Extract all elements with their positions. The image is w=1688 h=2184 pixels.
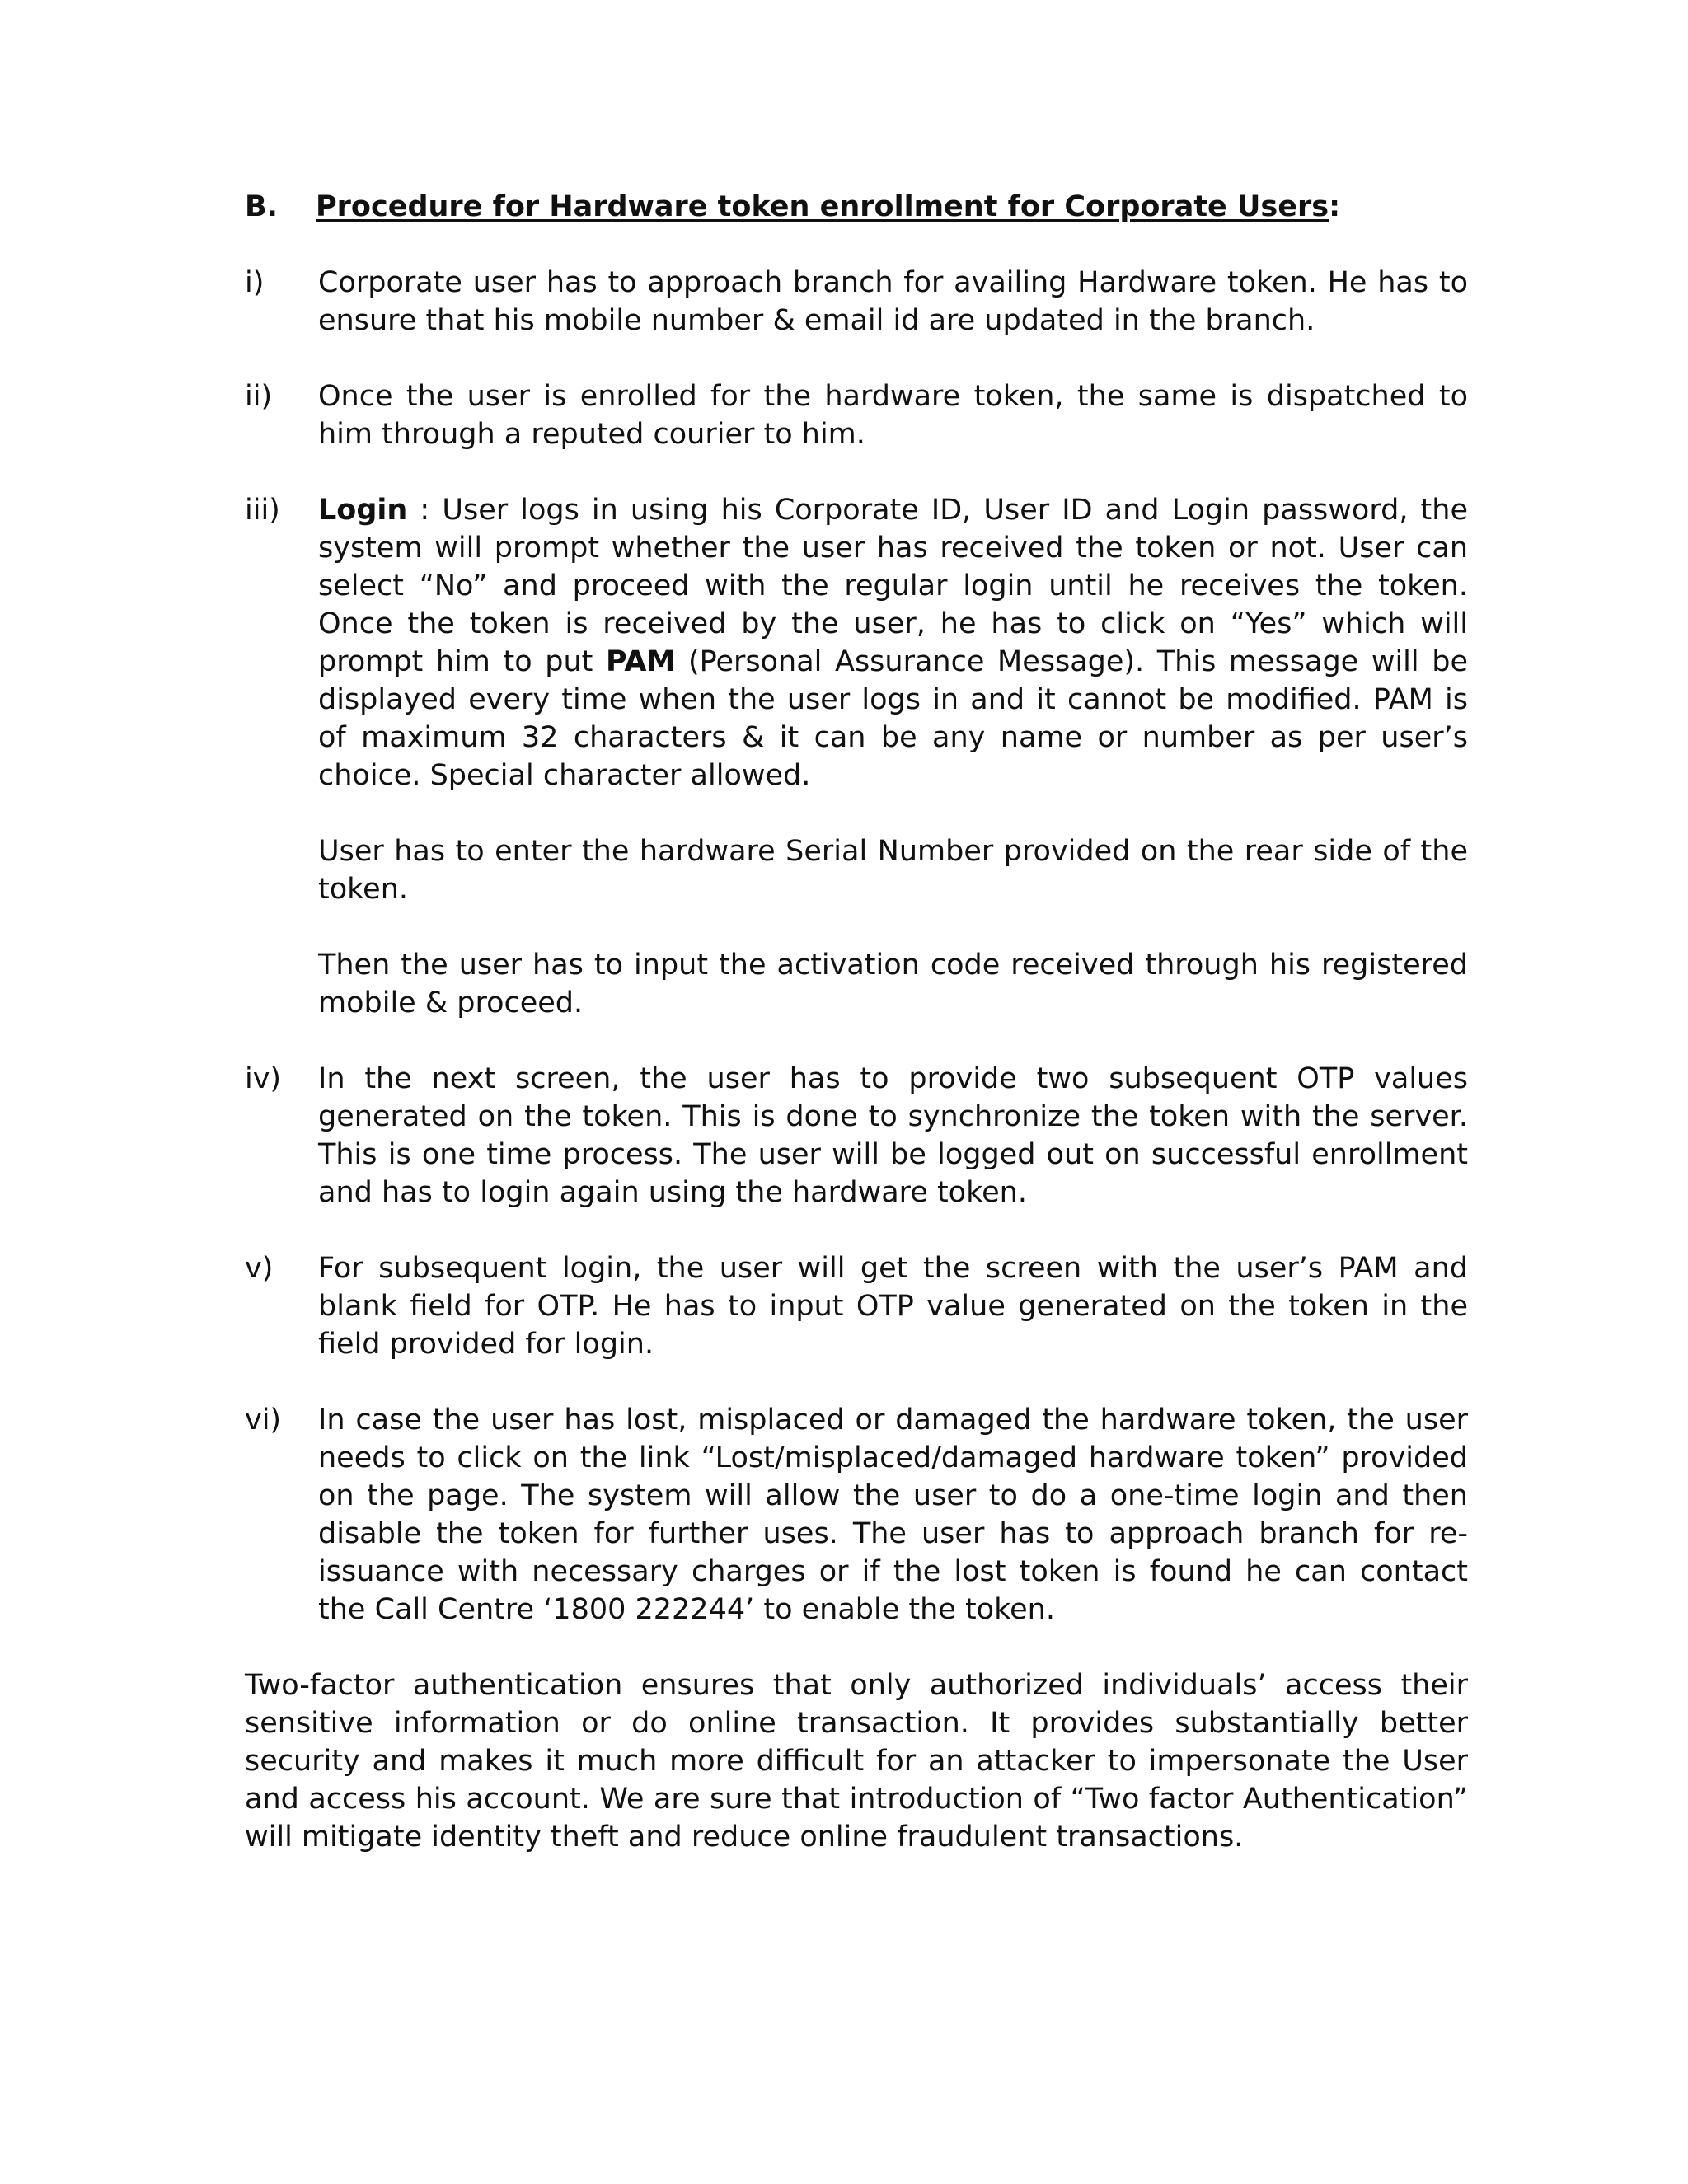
list-item-text: Once the user is enrolled for the hardware token, the same is dispatched to him through a reputed courier to him.	[318, 380, 1468, 451]
list-item-number: v)	[245, 1252, 274, 1285]
list-item-text: In case the user has lost, misplaced or damaged the hardware token, the user needs to click on the link “Lost/misplaced/damaged hardware token” provided on the page. The system will allow the user to do a one-time login and then disable the token for further uses. The user has to approach branch for re-issuance with necessary charges or if the lost token is found he can contact the Call Centre ‘1800 222244’ to enable the token.	[318, 1404, 1468, 1626]
list-item-number: i)	[245, 266, 265, 299]
login-label: Login	[318, 494, 408, 527]
list-item-i	[245, 264, 1468, 340]
list-item-iv	[245, 1060, 1468, 1212]
list-item-iii	[245, 491, 1468, 1022]
pam-label: PAM	[605, 645, 676, 678]
list-item-number: ii)	[245, 380, 273, 413]
list-item-text: For subsequent login, the user will get the screen with the user’s PAM and blank field for OTP. He has to input OTP value generated on the token in the field provided for login.	[318, 1252, 1468, 1361]
section-title: Procedure for Hardware token enrollment for Corporate Users	[316, 190, 1329, 223]
section-heading	[245, 188, 1468, 226]
document-page	[245, 188, 1468, 1856]
closing-paragraph: Two-factor authentication ensures that only authorized individuals’ access their sensitive information or do online transaction. It provides substantially better security and makes it much more difficult for an attacker to impersonate the User and access his account. We are sure that introduction of “Two factor Authentication” will mitigate identity theft and reduce online fraudulent transactions.	[245, 1669, 1468, 1854]
list-item-text: In the next screen, the user has to provide two subsequent OTP values generated on the token. This is done to synchronize the token with the server. This is one time process. The user will be logged out on successful enrollment and has to login again using the hardware token.	[318, 1062, 1468, 1209]
list-item-number: iv)	[245, 1062, 282, 1095]
login-text-part-1: : User logs in using his Corporate ID, User ID and Login password, the system will prompt whether the user has received the token or not. User can select “No” and proceed with the regular login until he receives the token. Once the token is received by the user, he has to click on “Yes” which will prompt him to put	[318, 494, 1468, 678]
list-item-number: vi)	[245, 1404, 282, 1436]
login-text-part-2: (Personal Assurance Message). This message will be displayed every time when the user logs in and it cannot be modified. PAM is of maximum 32 characters & it can be any name or number as per user’s choice. Special character allowed.	[318, 645, 1468, 792]
list-item-vi	[245, 1401, 1468, 1629]
section-number: B.	[245, 190, 278, 223]
section-title-colon: :	[1329, 190, 1341, 223]
list-item-paragraph-activation: Then the user has to input the activation code received through his registered mobile & proceed.	[318, 949, 1468, 1019]
list-item-paragraph-serial: User has to enter the hardware Serial Number provided on the rear side of the token.	[318, 835, 1468, 906]
list-item-number: iii)	[245, 494, 280, 527]
list-item-v	[245, 1249, 1468, 1363]
section-title-wrapper	[316, 188, 1340, 226]
list-item-text: Corporate user has to approach branch for availing Hardware token. He has to ensure that his mobile number & email id are updated in the branch.	[318, 266, 1468, 337]
list-item-paragraph-login	[318, 491, 1468, 794]
list-item-ii	[245, 377, 1468, 453]
